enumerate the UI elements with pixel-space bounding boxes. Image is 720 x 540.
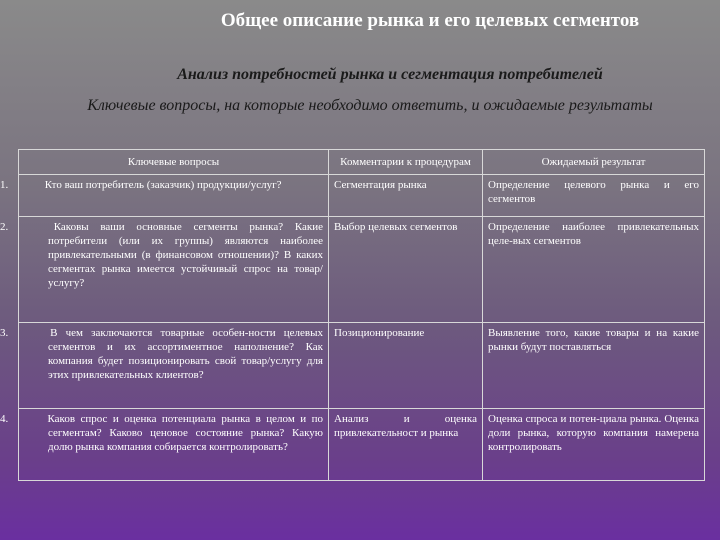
slide-title: Общее описание рынка и его целевых сегментов xyxy=(220,10,640,31)
question-cell xyxy=(0,323,329,409)
question-text: Каков спрос и оценка потенциала рынка в целом и по сегментам? Каково ценовое состояние рынка? Какую долю рынка компания собирается контролировать? xyxy=(47,413,323,453)
comment-cell: Сегментация рынка xyxy=(329,175,483,217)
table-row xyxy=(19,175,705,217)
question-cell xyxy=(0,217,329,323)
table-row xyxy=(19,409,705,481)
question-cell xyxy=(0,175,329,217)
result-cell: Выявление того, какие товары и на какие рынки будут поставляться xyxy=(483,323,705,409)
header-expected-result: Ожидаемый результат xyxy=(483,150,705,175)
row-number: 2. xyxy=(0,221,9,233)
table-row xyxy=(19,217,705,323)
table-header-row xyxy=(19,150,705,175)
row-number: 3. xyxy=(0,327,9,339)
slide-subtitle: Анализ потребностей рынка и сегментация потребителей xyxy=(177,66,603,83)
result-cell: Оценка спроса и потен-циала рынка. Оценка доли рынка, которую компания намерена контролировать xyxy=(483,409,705,481)
question-text: В чем заключаются товарные особен-ности целевых сегментов и их ассортиментное наполнение? Как компания будет позиционировать свой товар/услугу для этих привлекательных клиентов? xyxy=(48,327,324,381)
row-number: 4. xyxy=(0,413,9,425)
question-text: Каковы ваши основные сегменты рынка? Какие потребители (или их группы) являются наиболее привлекательными (в финансовом отношении)? В каких сегментах рынка имеется устойчивый спрос на товар/ услугу? xyxy=(48,221,324,289)
comment-cell: Выбор целевых сегментов xyxy=(329,217,483,323)
comment-cell: Анализ и оценка привлекательност и рынка xyxy=(329,409,483,481)
header-comments: Комментарии к процедурам xyxy=(329,150,483,175)
result-cell: Определение целевого рынка и его сегментов xyxy=(483,175,705,217)
row-number: 1. xyxy=(0,179,9,191)
question-cell xyxy=(0,409,329,481)
question-text: Кто ваш потребитель (заказчик) продукции/услуг? xyxy=(44,179,282,191)
slide-lead-text: Ключевые вопросы, на которые необходимо ответить, и ожидаемые результаты xyxy=(87,97,653,114)
header-key-questions: Ключевые вопросы xyxy=(19,150,329,175)
table-row xyxy=(19,323,705,409)
result-cell: Определение наиболее привлекательных целе-вых сегментов xyxy=(483,217,705,323)
key-questions-table xyxy=(0,149,705,481)
comment-cell: Позиционирование xyxy=(329,323,483,409)
